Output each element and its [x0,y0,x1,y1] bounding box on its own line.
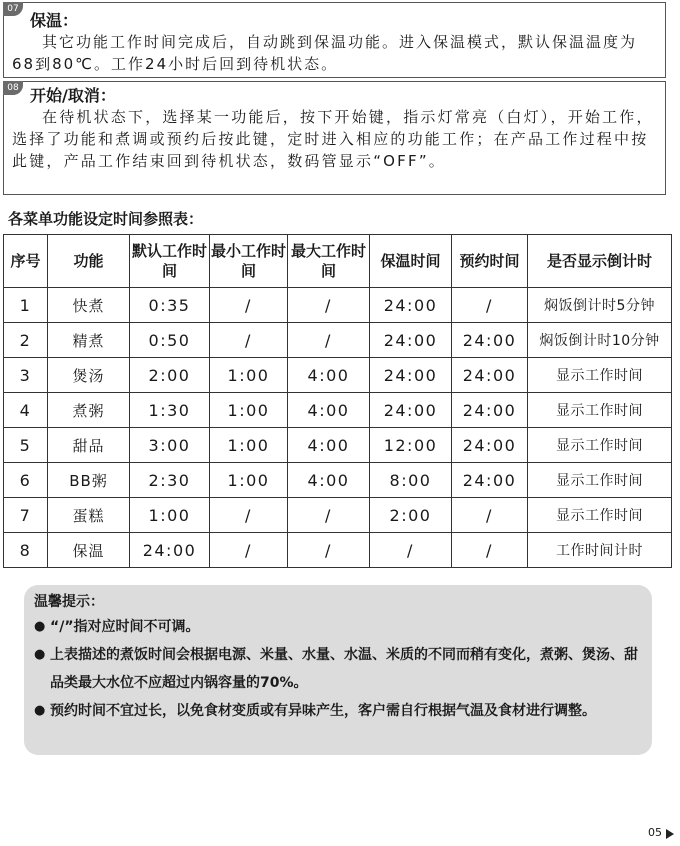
header-cell: 保温时间 [370,235,452,288]
cell: 24:00 [452,393,528,428]
cell: 4:00 [288,358,370,393]
cell: 8:00 [370,463,452,498]
header-cell: 最小工作时间 [210,235,288,288]
cell: 显示工作时间 [528,358,672,393]
cell: 显示工作时间 [528,428,672,463]
header-cell: 是否显示倒计时 [528,235,672,288]
table-row [4,463,672,498]
tip-text: 上表描述的煮饭时间会根据电源、米量、水量、水温、米质的不同而稍有变化，煮粥、煲汤、甜品类最大水位不应超过内锅容量的70%。 [50,647,638,691]
table-header-row [4,235,672,288]
cell: 焖饭倒计时5分钟 [528,288,672,323]
cell: / [288,498,370,533]
cell: 精煮 [48,323,130,358]
bullet-icon: ● [34,703,46,718]
cell: / [210,323,288,358]
table-row [4,498,672,533]
cell: 1:00 [210,393,288,428]
cell: 24:00 [452,428,528,463]
page-number: 05 [648,826,662,839]
cell: / [210,533,288,568]
cell: 甜品 [48,428,130,463]
cell: / [210,288,288,323]
cell: 24:00 [130,533,210,568]
header-cell: 最大工作时间 [288,235,370,288]
cell: / [210,498,288,533]
cell: 5 [4,428,48,463]
cell: 24:00 [452,358,528,393]
header-cell: 默认工作时间 [130,235,210,288]
section-title: 开始/取消： [30,86,116,105]
cell: 8 [4,533,48,568]
cell: 1:00 [130,498,210,533]
next-page-arrow-icon [666,829,674,839]
header-cell: 序号 [4,235,48,288]
table-row [4,323,672,358]
cell: 24:00 [370,393,452,428]
section-body: 在待机状态下，选择某一功能后，按下开始键，指示灯常亮（白灯），开始工作，选择了功能和煮调或预约后按此键，定时进入相应的功能工作；在产品工作过程中按此键，产品工作结束回到待机状态，数码管显示“OFF”。 [12,108,654,170]
cell: 24:00 [370,288,452,323]
bullet-icon: ● [34,647,46,662]
cell: / [370,533,452,568]
cell: 煮粥 [48,393,130,428]
table-row [4,288,672,323]
cell: 蛋糕 [48,498,130,533]
cell: 24:00 [452,463,528,498]
cell: 7 [4,498,48,533]
cell: 3:00 [130,428,210,463]
function-time-table [3,234,672,568]
cell: 12:00 [370,428,452,463]
cell: 焖饭倒计时10分钟 [528,323,672,358]
cell: 1 [4,288,48,323]
cell: 0:50 [130,323,210,358]
table-row [4,428,672,463]
cell: 工作时间计时 [528,533,672,568]
table-title: 各菜单功能设定时间参照表： [8,210,204,228]
cell: 4 [4,393,48,428]
cell: / [452,498,528,533]
cell: 煲汤 [48,358,130,393]
cell: 0:35 [130,288,210,323]
cell: 3 [4,358,48,393]
cell: 4:00 [288,463,370,498]
cell: 4:00 [288,393,370,428]
cell: / [288,323,370,358]
section-title: 保温： [30,11,79,30]
cell: / [452,288,528,323]
tip-item [34,613,640,641]
cell: 2:00 [130,358,210,393]
tip-item [34,641,640,697]
bullet-icon: ● [34,619,46,634]
cell: 1:00 [210,358,288,393]
tips-box [24,585,652,755]
table-row [4,358,672,393]
cell: 24:00 [370,323,452,358]
header-cell: 预约时间 [452,235,528,288]
section-body: 其它功能工作时间完成后，自动跳到保温功能。进入保温模式，默认保温温度为68到80℃。工作24小时后回到待机状态。 [12,33,638,73]
cell: 2 [4,323,48,358]
section-keep-warm [3,2,666,78]
cell: 显示工作时间 [528,393,672,428]
cell: 1:30 [130,393,210,428]
section-number-badge: 08 [3,81,23,95]
section-start-cancel [3,81,666,195]
cell: 4:00 [288,428,370,463]
cell: 24:00 [370,358,452,393]
table-row [4,533,672,568]
cell: 6 [4,463,48,498]
cell: 2:00 [370,498,452,533]
cell: / [288,533,370,568]
cell: 2:30 [130,463,210,498]
cell: 显示工作时间 [528,463,672,498]
cell: 24:00 [452,323,528,358]
cell: 1:00 [210,463,288,498]
tip-item [34,697,640,725]
cell: BB粥 [48,463,130,498]
table-row [4,393,672,428]
cell: 显示工作时间 [528,498,672,533]
cell: 1:00 [210,428,288,463]
header-cell: 功能 [48,235,130,288]
tip-text: “/”指对应时间不可调。 [50,619,200,635]
tip-text: 预约时间不宜过长，以免食材变质或有异味产生，客户需自行根据气温及食材进行调整。 [50,703,596,719]
cell: / [288,288,370,323]
section-number-badge: 07 [3,2,23,16]
cell: / [452,533,528,568]
cell: 保温 [48,533,130,568]
cell: 快煮 [48,288,130,323]
tips-title: 温馨提示： [34,594,104,610]
